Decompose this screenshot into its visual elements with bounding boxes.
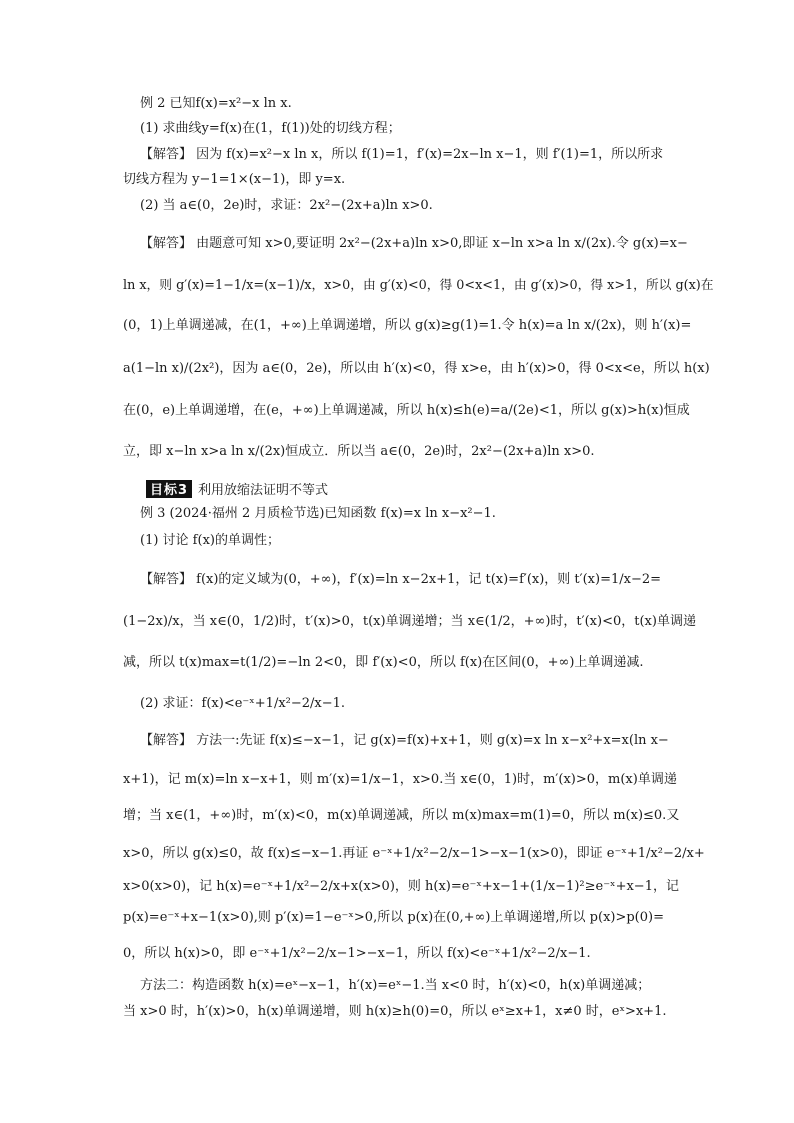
- answer-3-line-2: (1−2x)/x，当 x∈(0，1/2)时，t′(x)>0，t(x)单调递增；当 x∈(1/2，+∞)时，t′(x)<0，t(x)单调递: [123, 614, 696, 629]
- answer-1-line-1: 【解答】 因为 f(x)=x²−x ln x，所以 f(1)=1，f′(x)=2x−ln x−1，则 f′(1)=1，所以所求: [140, 147, 664, 162]
- answer-2-line-6: 立，即 x−ln x>a ln x/(2x)恒成立．所以当 a∈(0，2e)时，2x²−(2x+a)ln x>0.: [123, 444, 595, 459]
- example-2-question-2: (2) 当 a∈(0，2e)时，求证：2x²−(2x+a)ln x>0.: [140, 198, 433, 213]
- answer-2-line-2: ln x，则 g′(x)=1−1/x=(x−1)/x，x>0，由 g′(x)<0，得 0<x<1，由 g′(x)>0，得 x>1，所以 g(x)在: [123, 278, 714, 293]
- method-2-line-1: 方法二：构造函数 h(x)=eˣ−x−1，h′(x)=eˣ−1.当 x<0 时，h′(x)<0，h(x)单调递减；: [140, 978, 651, 993]
- answer-3-line-3: 减，所以 t(x)max=t(1/2)=−ln 2<0，即 f′(x)<0，所以 f(x)在区间(0，+∞)上单调递减.: [123, 655, 644, 670]
- example-3-question-1: (1) 讨论 f(x)的单调性；: [140, 533, 280, 548]
- answer-4-line-3: 增；当 x∈(1，+∞)时，m′(x)<0，m(x)单调递减，所以 m(x)max=m(1)=0，所以 m(x)≤0.又: [123, 808, 680, 823]
- example-2-heading: 例 2 已知f(x)=x²−x ln x.: [140, 96, 292, 111]
- example-3-question-2: (2) 求证：f(x)<e⁻ˣ+1/x²−2/x−1.: [140, 696, 346, 711]
- method-2-line-2: 当 x>0 时，h′(x)>0，h(x)单调递增，则 h(x)≥h(0)=0，所以 eˣ≥x+1，x≠0 时，eˣ>x+1.: [123, 1004, 667, 1019]
- answer-4-line-6: p(x)=e⁻ˣ+x−1(x>0),则 p′(x)=1−e⁻ˣ>0,所以 p(x)在(0,+∞)上单调递增,所以 p(x)>p(0)=: [123, 910, 664, 925]
- answer-1-line-2: 切线方程为 y−1=1×(x−1)，即 y=x.: [123, 172, 346, 187]
- section-title: 利用放缩法证明不等式: [198, 483, 329, 498]
- section-heading: [146, 479, 328, 498]
- answer-4-line-7: 0，所以 h(x)>0，即 e⁻ˣ+1/x²−2/x−1>−x−1，所以 f(x)<e⁻ˣ+1/x²−2/x−1.: [123, 946, 591, 961]
- answer-4-line-2: x+1)，记 m(x)=ln x−x+1，则 m′(x)=1/x−1，x>0.当 x∈(0，1)时，m′(x)>0，m(x)单调递: [123, 772, 677, 787]
- answer-3-line-1: 【解答】 f(x)的定义域为(0，+∞)，f′(x)=ln x−2x+1，记 t(x)=f′(x)，则 t′(x)=1/x−2=: [140, 572, 662, 587]
- answer-4-line-1: 【解答】 方法一:先证 f(x)≤−x−1，记 g(x)=f(x)+x+1，则 g(x)=x ln x−x²+x=x(ln x−: [140, 733, 669, 748]
- example-2-question-1: (1) 求曲线y=f(x)在(1，f(1))处的切线方程；: [140, 121, 401, 136]
- answer-2-line-3: (0，1)上单调递减，在(1，+∞)上单调递增，所以 g(x)≥g(1)=1.令 h(x)=a ln x/(2x)，则 h′(x)=: [123, 318, 692, 333]
- answer-4-line-5: x>0(x>0)，记 h(x)=e⁻ˣ+1/x²−2/x+x(x>0)，则 h(x)=e⁻ˣ+x−1+(1/x−1)²≥e⁻ˣ+x−1，记: [123, 879, 679, 894]
- section-badge: 目标3: [146, 480, 192, 498]
- answer-2-line-4: a(1−ln x)/(2x²)，因为 a∈(0，2e)，所以由 h′(x)<0，得 x>e，由 h′(x)>0，得 0<x<e，所以 h(x): [123, 361, 710, 376]
- example-3-heading: 例 3 (2024·福州 2 月质检节选)已知函数 f(x)=x ln x−x²−1.: [140, 506, 496, 521]
- answer-2-line-5: 在(0，e)上单调递增，在(e，+∞)上单调递减，所以 h(x)≤h(e)=a/(2e)<1，所以 g(x)>h(x)恒成: [123, 403, 690, 418]
- answer-2-line-1: 【解答】 由题意可知 x>0,要证明 2x²−(2x+a)ln x>0,即证 x−ln x>a ln x/(2x).令 g(x)=x−: [140, 236, 688, 251]
- answer-4-line-4: x>0，所以 g(x)≤0，故 f(x)≤−x−1.再证 e⁻ˣ+1/x²−2/x−1>−x−1(x>0)，即证 e⁻ˣ+1/x²−2/x+: [123, 846, 705, 861]
